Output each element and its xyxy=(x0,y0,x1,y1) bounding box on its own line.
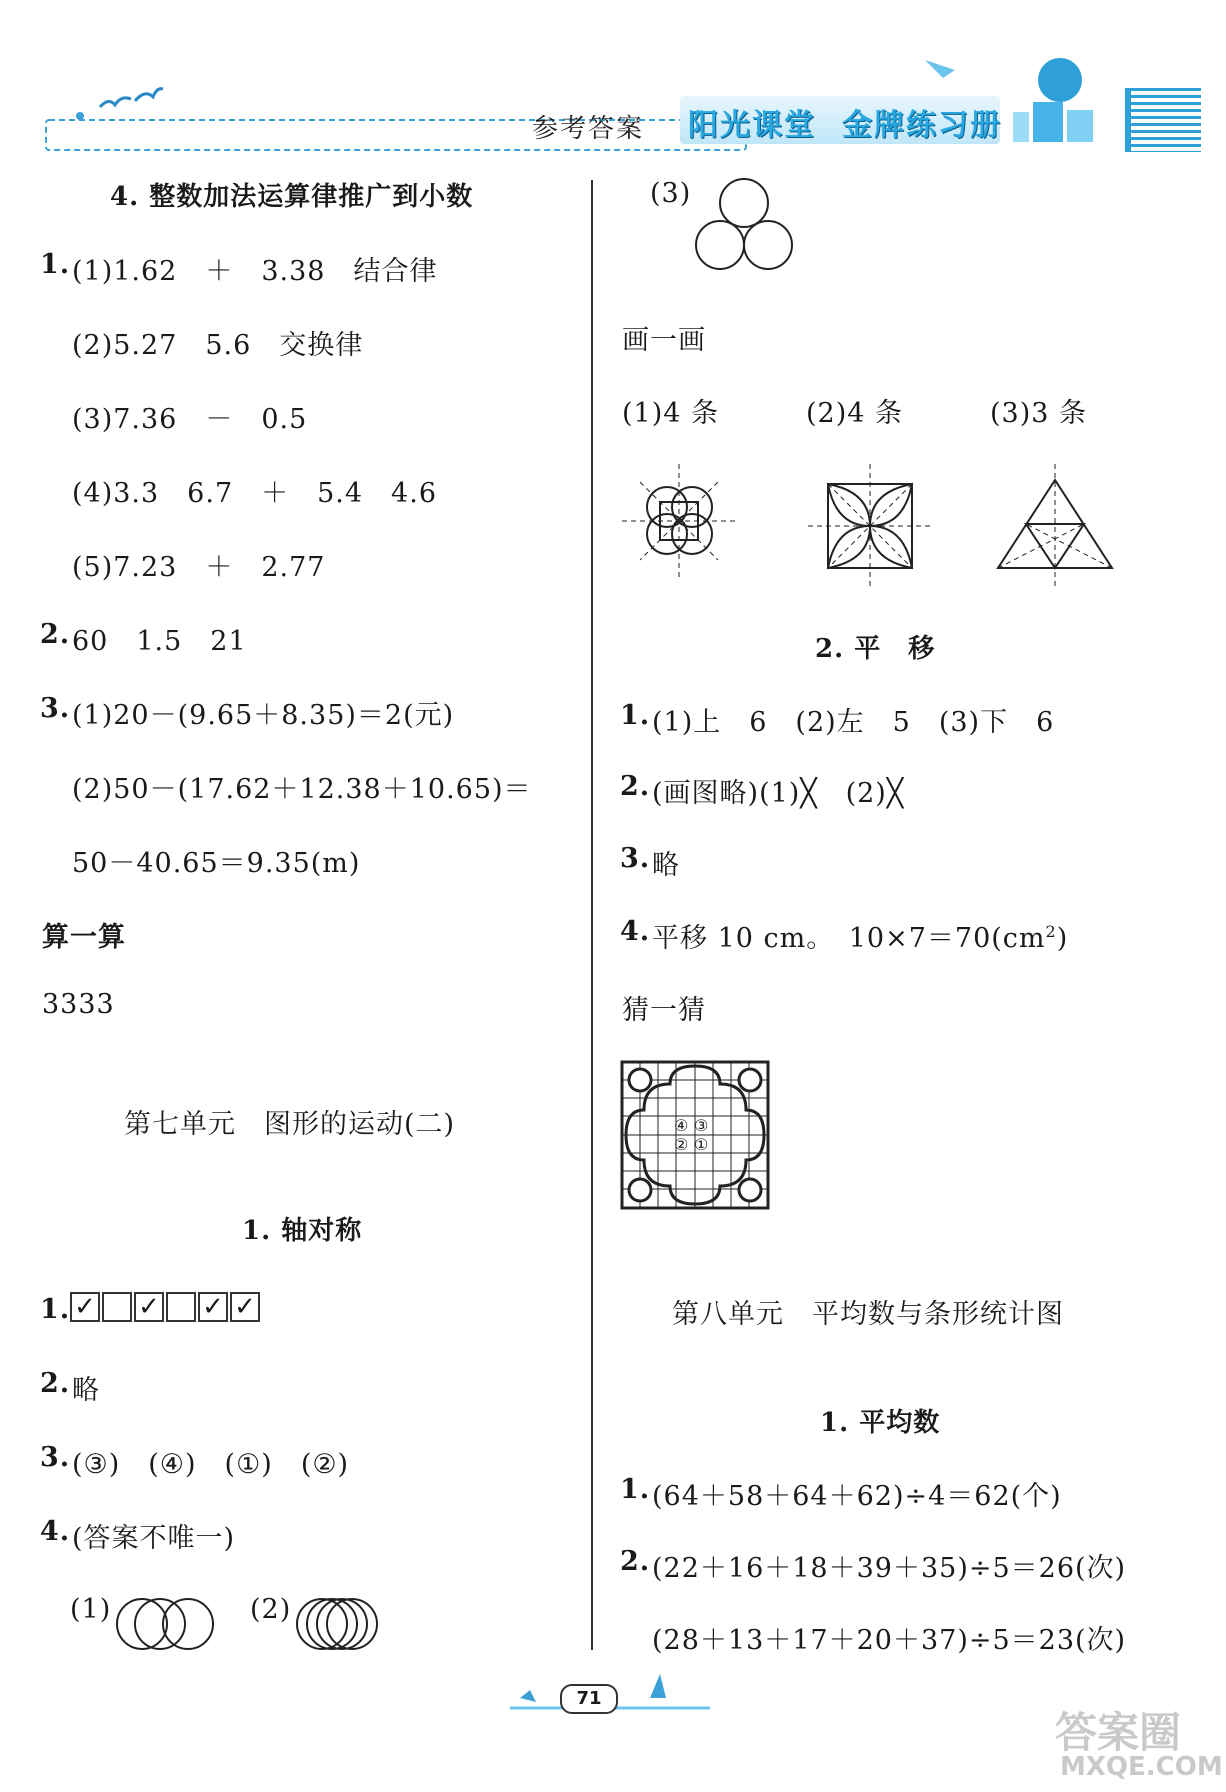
q1-number: 1. xyxy=(40,249,71,280)
q3-answer-3: 50－40.65＝9.35(m) xyxy=(72,848,361,879)
grid-label-2: ② xyxy=(674,1135,689,1154)
tr-q1-number: 1. xyxy=(620,700,651,731)
checkbox: ✓ xyxy=(198,1292,228,1322)
sym-q3-answer: (③) (④) (①) (②) xyxy=(72,1449,350,1480)
q1-answer-2: (2)5.27 5.6 交换律 xyxy=(72,330,364,361)
draw-answer-1: (1)4 条 xyxy=(622,398,720,429)
triangle-symmetry-figure xyxy=(990,462,1120,588)
draw-answer-3: (3)3 条 xyxy=(990,398,1088,429)
translation-title: 2. 平 移 xyxy=(815,634,936,664)
checkbox: ✓ xyxy=(70,1292,100,1322)
sym-q4-label-2: (2) xyxy=(250,1594,292,1625)
sym-q4-label-1: (1) xyxy=(70,1594,112,1625)
checkbox xyxy=(166,1292,196,1322)
watermark-logo: 答案圈 xyxy=(1055,1708,1182,1757)
header-stripes xyxy=(1125,88,1201,152)
brand-mascot-icon xyxy=(915,40,1115,150)
symmetry-title: 1. 轴对称 xyxy=(242,1216,363,1246)
avg-q2-answer-2: (28＋13＋17＋20＋37)÷5＝23(次) xyxy=(652,1625,1127,1656)
tr-q4-superscript: 2 xyxy=(1045,922,1057,941)
brand-name-1: 阳光课堂 xyxy=(688,108,816,143)
average-title: 1. 平均数 xyxy=(820,1408,941,1438)
column-divider xyxy=(591,180,593,1650)
avg-q1-answer: (64＋58＋64＋62)÷4＝62(个) xyxy=(652,1481,1062,1512)
tr-q4-close: ) xyxy=(1056,923,1069,954)
guess-title: 猜一猜 xyxy=(622,995,706,1026)
q1-answer-3: (3)7.36 － 0.5 xyxy=(72,404,308,435)
unit8-title: 第八单元 平均数与条形统计图 xyxy=(672,1299,1064,1330)
grid-label-4: ④ xyxy=(674,1116,689,1135)
section-title-decimal-laws: 4. 整数加法运算律推广到小数 xyxy=(110,182,474,212)
tr-q3-number: 3. xyxy=(620,843,651,874)
bird-icon xyxy=(95,85,165,125)
tr-q4-number: 4. xyxy=(620,916,651,947)
avg-q2-answer-1: (22＋16＋18＋39＋35)÷5＝26(次) xyxy=(652,1553,1127,1584)
checkbox: ✓ xyxy=(134,1292,164,1322)
three-circles-stack-figure xyxy=(690,175,800,275)
tr-q2-number: 2. xyxy=(620,771,651,802)
three-circles-figure xyxy=(290,1594,390,1654)
sym-q4-number: 4. xyxy=(40,1516,71,1547)
checkbox xyxy=(102,1292,132,1322)
q3-number: 3. xyxy=(40,693,71,724)
grid-label-3: ③ xyxy=(694,1116,709,1135)
square-leaves-symmetry-figure xyxy=(806,462,936,588)
watermark-url: MXQE.COM xyxy=(1060,1752,1223,1782)
tr-q4-answer xyxy=(652,916,1068,955)
sym-q1-checkboxes xyxy=(70,1292,262,1322)
brand-name-2: 金牌练习册 xyxy=(842,108,1002,143)
calc-title: 算一算 xyxy=(42,922,126,953)
item-3-label: (3) xyxy=(650,178,692,209)
sym-q2-answer: 略 xyxy=(72,1375,100,1406)
header-section-title: 参考答案 xyxy=(532,114,645,144)
q1-answer-5: (5)7.23 ＋ 2.77 xyxy=(72,552,326,583)
tr-q3-answer: 略 xyxy=(652,850,680,881)
unit7-title: 第七单元 图形的运动(二) xyxy=(124,1109,456,1140)
sym-q3-number: 3. xyxy=(40,1442,71,1473)
sym-q2-number: 2. xyxy=(40,1368,71,1399)
tr-q4-text: 平移 10 cm。 10×7＝70(cm xyxy=(652,923,1046,954)
sym-q1-number: 1. xyxy=(40,1294,71,1325)
avg-q2-number: 2. xyxy=(620,1546,651,1577)
tr-q2-answer: (画图略)(1)╳ (2)╳ xyxy=(652,778,905,809)
tr-q1-answer: (1)上 6 (2)左 5 (3)下 6 xyxy=(652,707,1055,738)
q1-answer-1: (1)1.62 ＋ 3.38 结合律 xyxy=(72,256,438,287)
sym-q4-answer: (答案不唯一) xyxy=(72,1523,236,1554)
q2-number: 2. xyxy=(40,619,71,650)
page-number-badge xyxy=(560,1684,618,1714)
draw-answer-2: (2)4 条 xyxy=(806,398,904,429)
q3-answer-1: (1)20－(9.65＋8.35)＝2(元) xyxy=(72,700,455,731)
calc-answer: 3333 xyxy=(42,989,115,1020)
four-circles-symmetry-figure xyxy=(620,462,740,580)
avg-q1-number: 1. xyxy=(620,1474,651,1505)
draw-title: 画一画 xyxy=(622,325,706,356)
q1-answer-4: (4)3.3 6.7 ＋ 5.4 4.6 xyxy=(72,478,438,509)
q3-answer-2: (2)50－(17.62＋12.38＋10.65)＝ xyxy=(72,774,532,805)
q2-answer: 60 1.5 21 xyxy=(72,626,247,657)
grid-label-1: ① xyxy=(694,1135,709,1154)
page-number: 71 xyxy=(576,1688,602,1709)
checkbox: ✓ xyxy=(230,1292,260,1322)
two-circles-figure xyxy=(110,1594,220,1654)
